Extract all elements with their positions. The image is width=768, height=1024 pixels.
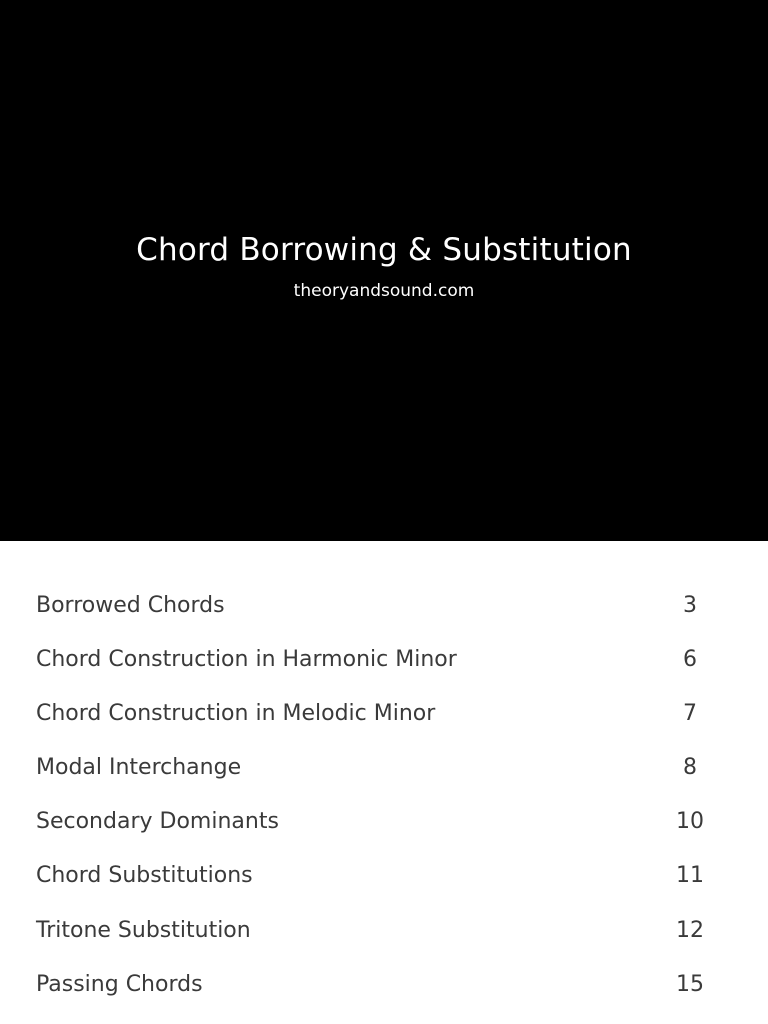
toc-entry-page-number: 7 bbox=[683, 701, 697, 727]
toc-entry-label: Chord Substitutions bbox=[36, 863, 253, 889]
toc-entry-page-number: 10 bbox=[676, 809, 704, 835]
toc-entry-label: Chord Construction in Melodic Minor bbox=[36, 701, 436, 727]
toc-entry-harmonic-minor[interactable] bbox=[0, 633, 768, 687]
table-of-contents bbox=[0, 579, 768, 1012]
toc-entry-label: Chord Construction in Harmonic Minor bbox=[36, 647, 457, 673]
toc-entry-page-number: 12 bbox=[676, 917, 704, 943]
toc-entry-label: Modal Interchange bbox=[36, 755, 242, 781]
toc-entry-page-number: 3 bbox=[683, 593, 697, 618]
toc-entry-page-number: 15 bbox=[676, 971, 704, 997]
toc-entry-tritone-substitution[interactable] bbox=[0, 904, 768, 958]
toc-entry-label: Borrowed Chords bbox=[36, 593, 225, 618]
toc-entry-chord-substitutions[interactable] bbox=[0, 849, 768, 903]
toc-entry-page-number: 11 bbox=[676, 863, 704, 889]
toc-entry-borrowed-chords[interactable] bbox=[0, 579, 768, 633]
document-title: Chord Borrowing & Substitution bbox=[136, 232, 632, 268]
toc-entry-page-number: 6 bbox=[683, 647, 697, 673]
toc-entry-secondary-dominants[interactable] bbox=[0, 795, 768, 849]
toc-entry-passing-chords[interactable] bbox=[0, 958, 768, 1012]
toc-entry-modal-interchange[interactable] bbox=[0, 741, 768, 795]
toc-entry-page-number: 8 bbox=[683, 755, 697, 781]
website-link[interactable]: theoryandsound.com bbox=[293, 281, 475, 301]
toc-entry-label: Secondary Dominants bbox=[36, 809, 279, 835]
toc-entry-label: Tritone Substitution bbox=[36, 917, 251, 943]
toc-entry-melodic-minor[interactable] bbox=[0, 687, 768, 741]
toc-entry-label: Passing Chords bbox=[36, 971, 203, 997]
